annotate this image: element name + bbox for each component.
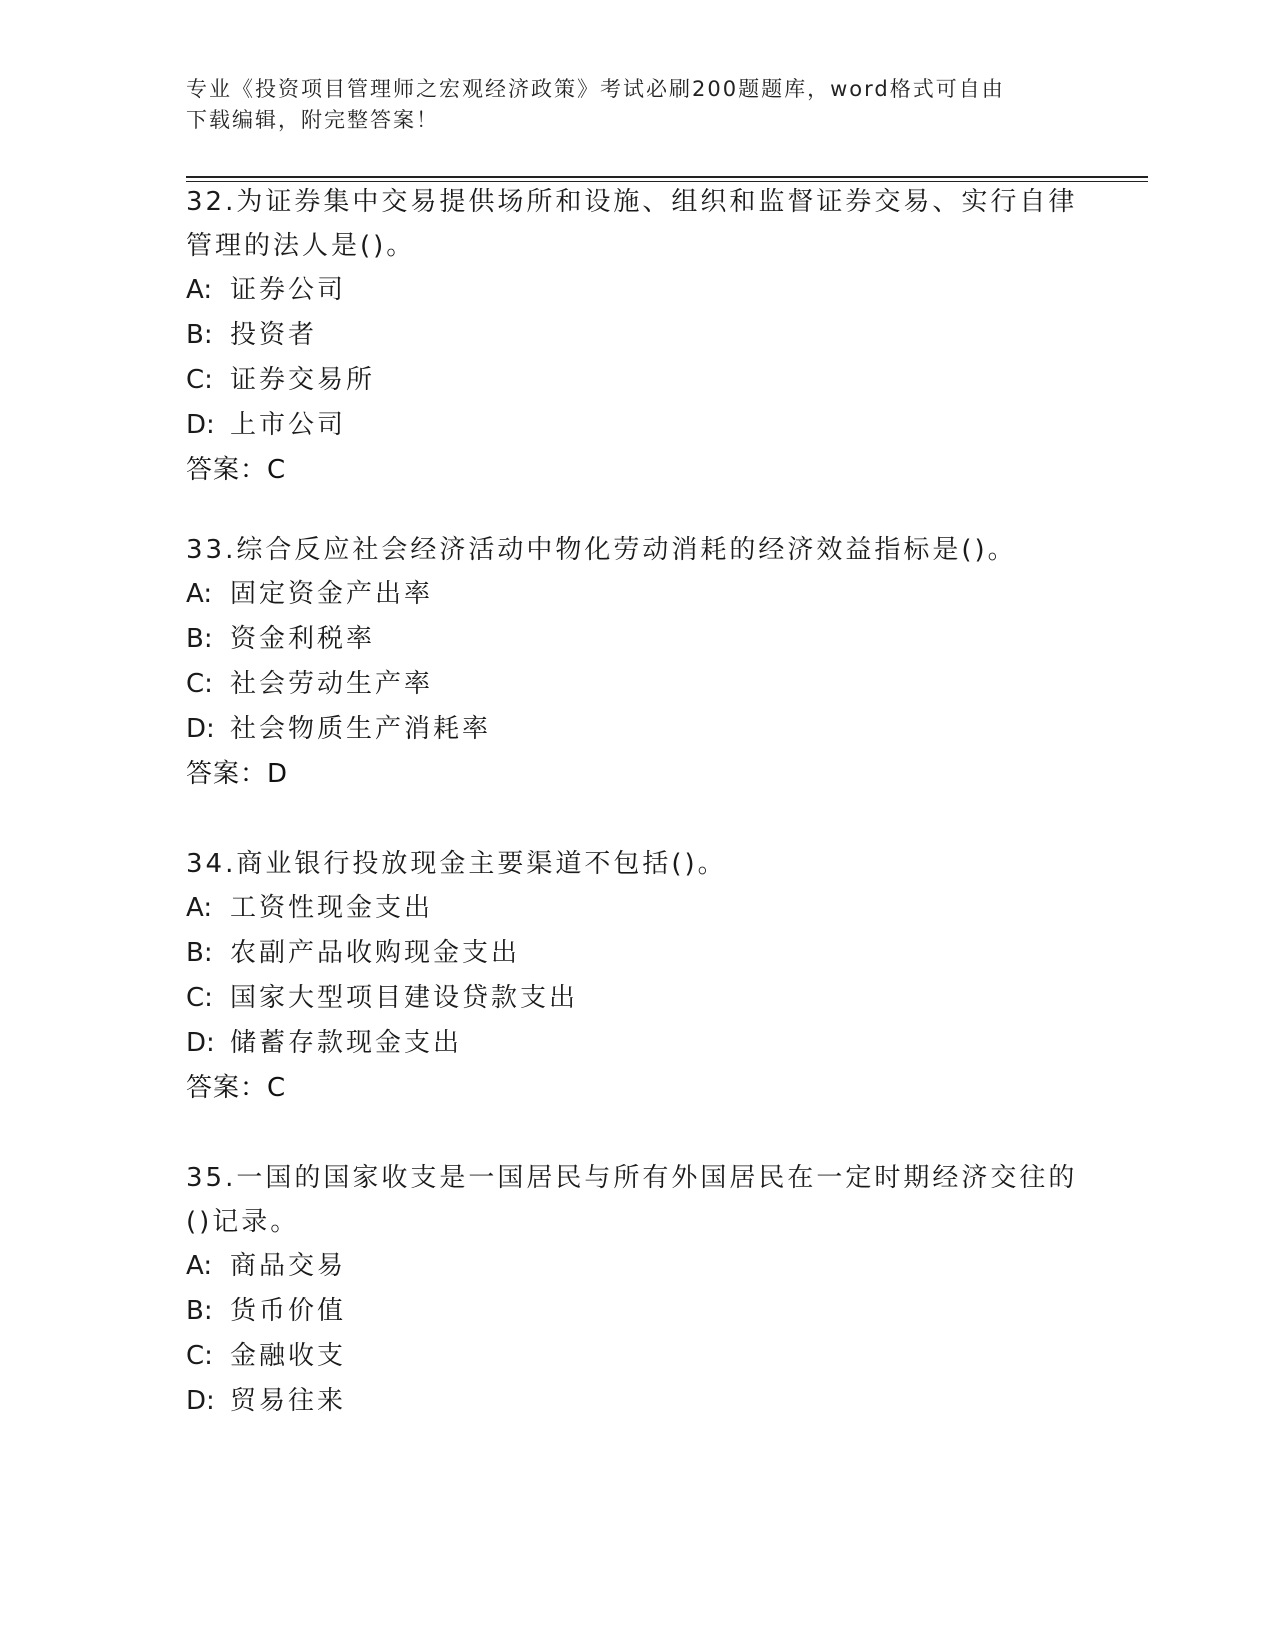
option-text: 金融收支: [230, 1341, 347, 1371]
option-letter: B:: [186, 938, 213, 968]
option-text: 证券交易所: [230, 365, 376, 395]
option-a: [186, 886, 1086, 931]
option-text: 社会劳动生产率: [230, 669, 434, 699]
question-33: [186, 528, 1086, 797]
option-letter: C:: [186, 669, 213, 699]
question-34: [186, 842, 1086, 1111]
document-header: [186, 74, 1086, 136]
question-stem-line: 管理的法人是()。: [186, 231, 416, 261]
option-letter: D:: [186, 1028, 215, 1058]
option-text: 货币价值: [230, 1296, 347, 1326]
option-c: [186, 662, 1086, 707]
header-line-2: 下载编辑，附完整答案！: [186, 108, 439, 132]
option-text: 商品交易: [230, 1251, 347, 1281]
option-letter: A:: [186, 893, 213, 923]
answer-line: 答案：C: [186, 455, 287, 485]
option-letter: B:: [186, 624, 213, 654]
question-35: [186, 1156, 1086, 1424]
option-text: 国家大型项目建设贷款支出: [230, 983, 579, 1013]
option-text: 农副产品收购现金支出: [230, 938, 521, 968]
option-b: [186, 617, 1086, 662]
option-letter: C:: [186, 365, 213, 395]
option-b: [186, 931, 1086, 976]
option-d: [186, 1379, 1086, 1424]
question-stem-line: 32.为证券集中交易提供场所和设施、组织和监督证券交易、实行自律: [186, 187, 1078, 217]
option-letter: A:: [186, 1251, 213, 1281]
answer-line: 答案：C: [186, 1073, 287, 1103]
header-divider-thick: [186, 176, 1148, 178]
option-a: [186, 572, 1086, 617]
option-text: 固定资金产出率: [230, 579, 434, 609]
option-c: [186, 1334, 1086, 1379]
answer-line: 答案：D: [186, 759, 289, 789]
question-stem-line: 34.商业银行投放现金主要渠道不包括()。: [186, 849, 727, 879]
option-letter: D:: [186, 714, 215, 744]
option-text: 投资者: [230, 320, 318, 350]
option-text: 贸易往来: [230, 1386, 347, 1416]
option-b: [186, 1289, 1086, 1334]
option-d: [186, 707, 1086, 752]
option-a: [186, 1244, 1086, 1289]
option-d: [186, 403, 1086, 448]
option-text: 储蓄存款现金支出: [230, 1028, 463, 1058]
option-letter: B:: [186, 1296, 213, 1326]
option-letter: D:: [186, 1386, 215, 1416]
option-letter: B:: [186, 320, 213, 350]
option-text: 证券公司: [230, 275, 347, 305]
option-c: [186, 358, 1086, 403]
option-letter: C:: [186, 1341, 213, 1371]
question-stem-line: ()记录。: [186, 1207, 300, 1237]
option-a: [186, 268, 1086, 313]
option-text: 上市公司: [230, 410, 347, 440]
option-letter: A:: [186, 579, 213, 609]
question-32: [186, 180, 1086, 493]
header-line-1: 专业《投资项目管理师之宏观经济政策》考试必刷200题题库，word格式可自由: [186, 77, 1005, 101]
option-text: 社会物质生产消耗率: [230, 714, 492, 744]
option-letter: D:: [186, 410, 215, 440]
question-stem-line: 35.一国的国家收支是一国居民与所有外国居民在一定时期经济交往的: [186, 1163, 1078, 1193]
option-letter: C:: [186, 983, 213, 1013]
option-d: [186, 1021, 1086, 1066]
option-text: 工资性现金支出: [230, 893, 434, 923]
question-stem-line: 33.综合反应社会经济活动中物化劳动消耗的经济效益指标是()。: [186, 535, 1017, 565]
option-c: [186, 976, 1086, 1021]
option-b: [186, 313, 1086, 358]
option-text: 资金利税率: [230, 624, 376, 654]
option-letter: A:: [186, 275, 213, 305]
